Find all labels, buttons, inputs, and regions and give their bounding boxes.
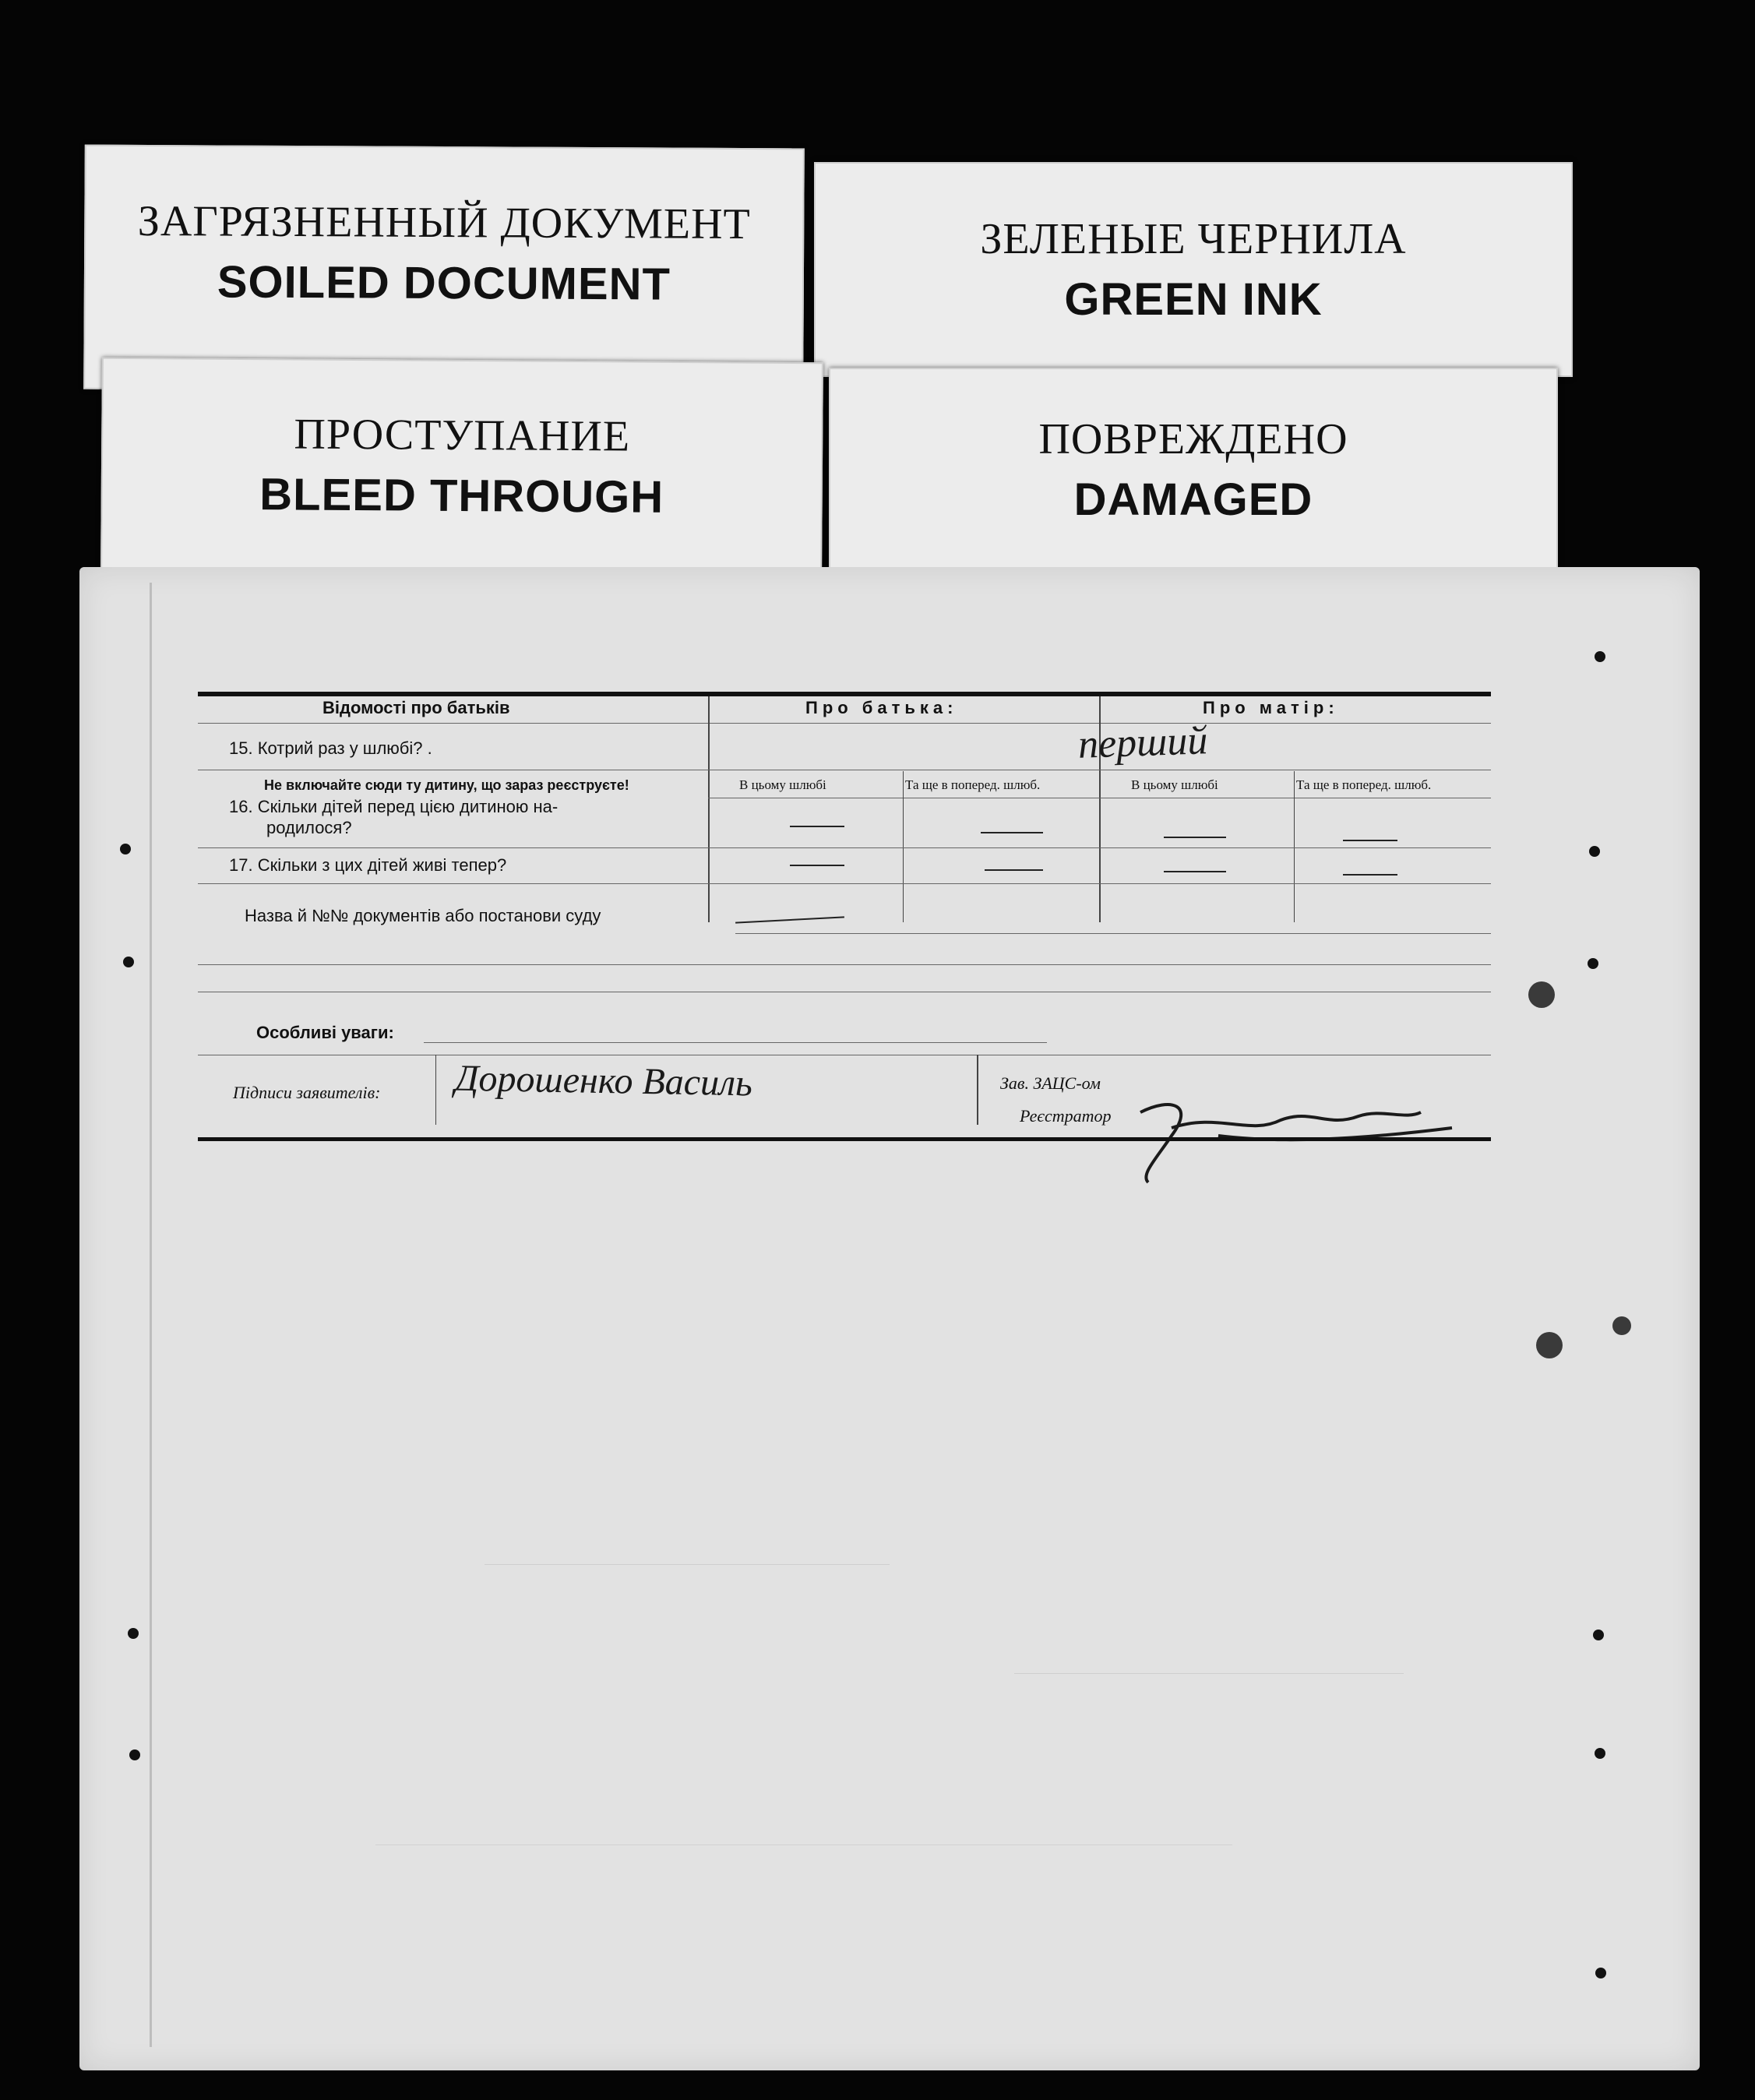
binding-hole bbox=[1589, 846, 1600, 857]
binding-hole bbox=[123, 957, 134, 967]
soiled-label-en: SOILED DOCUMENT bbox=[217, 255, 671, 310]
q15-label: 15. Котрий раз у шлюбі? . bbox=[229, 738, 432, 758]
bleed-label-ru: ПРОСТУПАНИЕ bbox=[294, 409, 631, 461]
mother-col-this-marriage: В цьому шлюбі bbox=[1131, 777, 1218, 792]
damaged-label-ru: ПОВРЕЖДЕНО bbox=[1038, 414, 1348, 463]
q16-label-line2: родилося? bbox=[266, 818, 352, 837]
ink-blot bbox=[1528, 981, 1555, 1008]
documents-dash bbox=[735, 916, 844, 923]
documents-label: Назва й №№ документів або постанови суду bbox=[245, 906, 601, 925]
registrar-signature bbox=[1125, 1081, 1468, 1190]
mother-header: Про матір: bbox=[1203, 698, 1339, 717]
answer-dash bbox=[790, 826, 844, 827]
binding-hole bbox=[129, 1749, 140, 1760]
answer-dash bbox=[1164, 871, 1226, 872]
soiled-label-ru: ЗАГРЯЗНЕННЫЙ ДОКУМЕНТ bbox=[137, 196, 751, 248]
header-rule bbox=[198, 723, 1491, 724]
binding-hole bbox=[1588, 958, 1598, 969]
answer-dash bbox=[1164, 837, 1226, 838]
bottom-heavy-rule bbox=[198, 1137, 1491, 1141]
top-heavy-rule bbox=[198, 692, 1491, 696]
binding-hole bbox=[120, 844, 131, 854]
mother-col-prev-marriage: Та ще в поперед. шлюб. bbox=[1296, 777, 1432, 792]
signature-box-right bbox=[977, 1055, 978, 1125]
row-rule bbox=[198, 847, 1491, 848]
page-fold-line bbox=[150, 583, 152, 2047]
q16-note: Не включайте сюди ту дитину, що зараз реєструєте! bbox=[264, 777, 629, 793]
signature-box-left bbox=[435, 1055, 436, 1125]
column-divider bbox=[708, 696, 710, 922]
damaged-label-en: DAMAGED bbox=[1073, 474, 1313, 525]
father-col-this-marriage: В цьому шлюбі bbox=[739, 777, 826, 792]
binding-hole bbox=[128, 1628, 139, 1639]
green-ink-card bbox=[814, 162, 1573, 377]
row-rule bbox=[198, 883, 1491, 884]
bleed-through-trace bbox=[1014, 1673, 1404, 1674]
father-header: Про батька: bbox=[805, 698, 958, 717]
signatures-label: Підписи заявителів: bbox=[233, 1083, 381, 1102]
q16-label-line1: 16. Скільки дітей перед цією дитиною на- bbox=[229, 797, 559, 816]
father-col-prev-marriage: Та ще в поперед. шлюб. bbox=[905, 777, 1041, 792]
head-of-registry-label: Зав. ЗАЦС-ом bbox=[1000, 1073, 1101, 1093]
document-page bbox=[79, 567, 1700, 2070]
parents-header: Відомості про батьків bbox=[322, 698, 510, 717]
answer-dash bbox=[1343, 874, 1397, 876]
sub-column-divider bbox=[903, 771, 904, 922]
green-ink-label-en: GREEN INK bbox=[1064, 273, 1323, 325]
special-notes-label: Особливі уваги: bbox=[256, 1023, 394, 1042]
ink-blot bbox=[1536, 1332, 1563, 1358]
dotted-rule bbox=[198, 964, 1491, 965]
soiled-document-card bbox=[83, 145, 805, 393]
answer-dash bbox=[981, 832, 1043, 833]
answer-dash bbox=[985, 869, 1043, 871]
bleed-label-en: BLEED THROUGH bbox=[259, 468, 664, 523]
ink-blot bbox=[1612, 1316, 1631, 1335]
dotted-rule bbox=[424, 1042, 1047, 1043]
bleed-through-trace bbox=[485, 1564, 890, 1565]
binding-hole bbox=[1595, 1968, 1606, 1978]
green-ink-label-ru: ЗЕЛЕНЫЕ ЧЕРНИЛА bbox=[980, 214, 1407, 263]
applicant-signature: Дорошенко Василь bbox=[454, 1057, 753, 1105]
q15-mother-answer: перший bbox=[1077, 718, 1209, 767]
registrar-label: Реєстратор bbox=[1020, 1106, 1112, 1126]
sub-column-divider bbox=[1294, 771, 1295, 922]
damaged-card bbox=[829, 368, 1558, 572]
bleed-through-card bbox=[100, 358, 823, 574]
answer-dash bbox=[790, 865, 844, 866]
answer-dash bbox=[1343, 840, 1397, 841]
q17-label: 17. Скільки з цих дітей живі тепер? bbox=[229, 855, 507, 875]
binding-hole bbox=[1595, 651, 1605, 662]
dotted-rule bbox=[735, 933, 1491, 934]
binding-hole bbox=[1595, 1748, 1605, 1759]
binding-hole bbox=[1593, 1630, 1604, 1640]
